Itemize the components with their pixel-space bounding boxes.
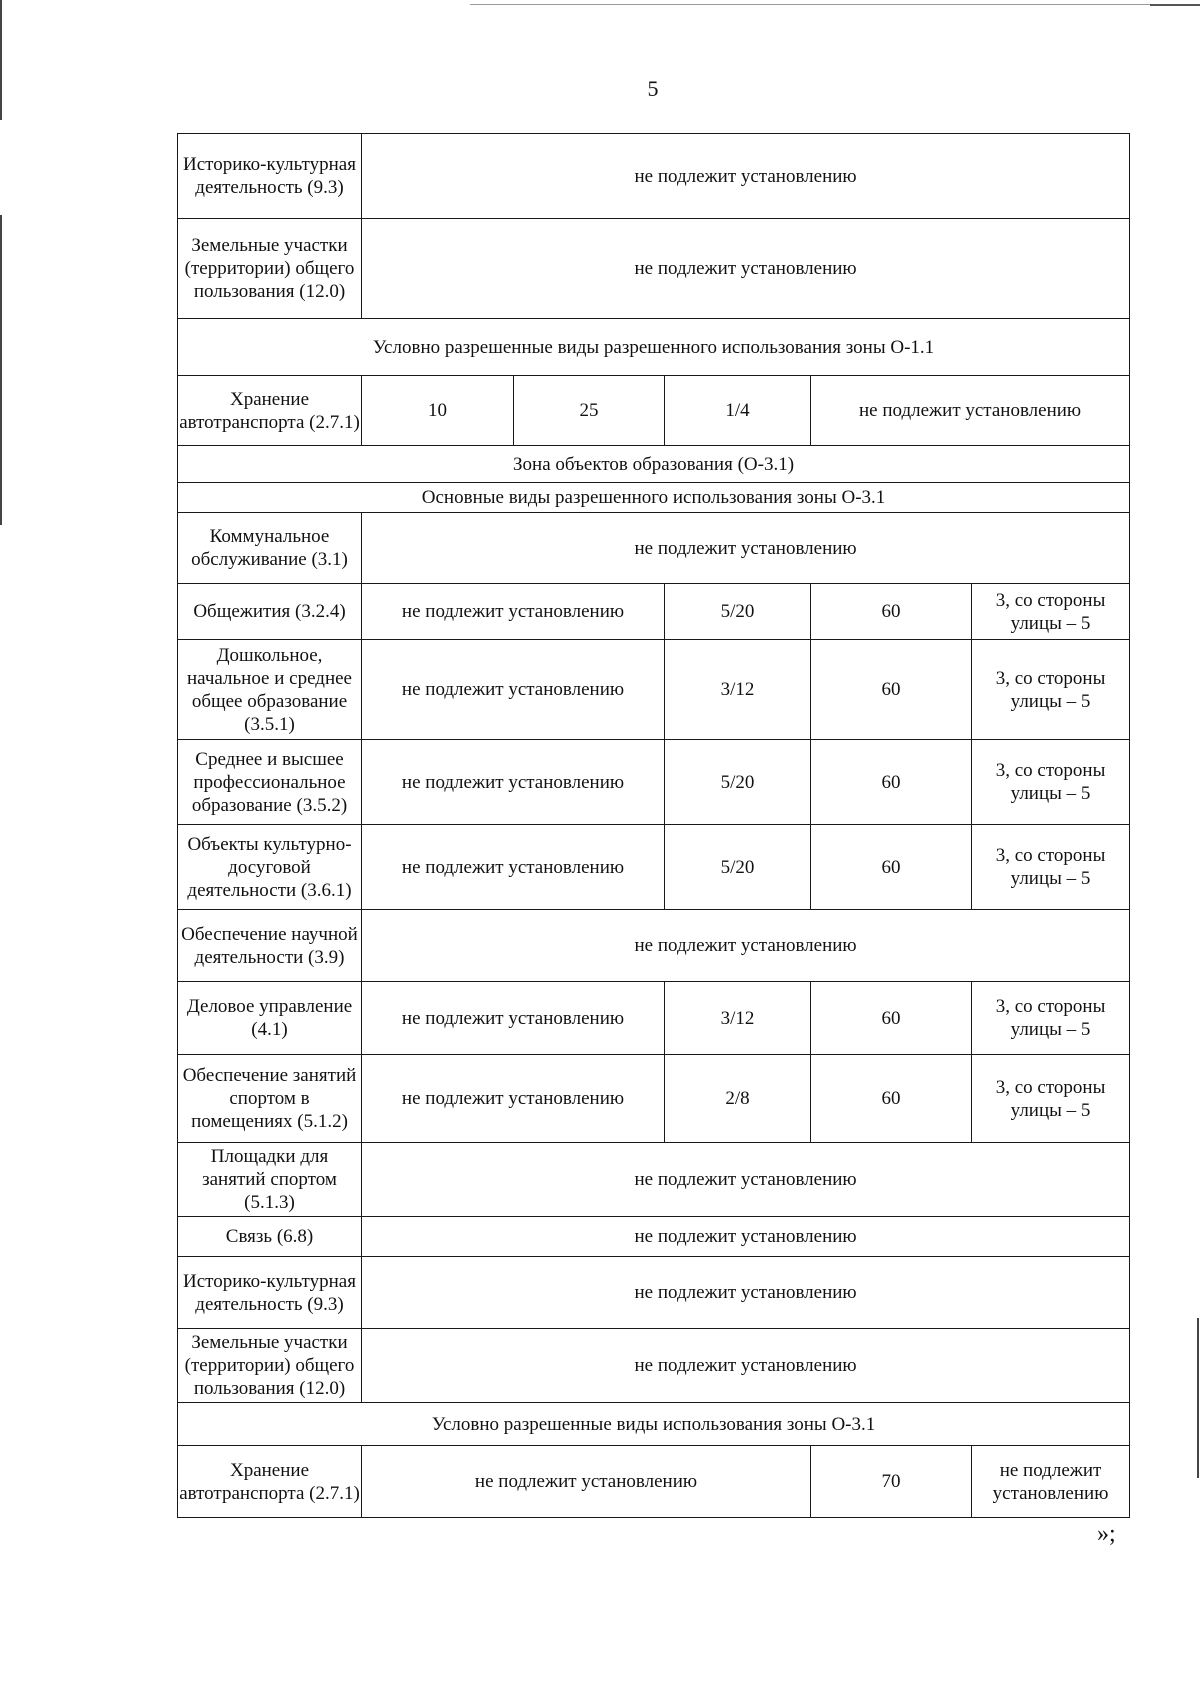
value-cell: не подлежит установлению xyxy=(362,982,665,1055)
value-cell: 5/20 xyxy=(665,584,811,640)
section-heading-row xyxy=(178,446,1130,483)
value-cell: 2/8 xyxy=(665,1055,811,1143)
value-cell: не подлежит установлению xyxy=(362,1055,665,1143)
section-heading: Основные виды разрешенного использования зоны О-3.1 xyxy=(178,483,1130,513)
table-row xyxy=(178,1217,1130,1257)
value-cell: 1/4 xyxy=(665,376,811,446)
use-name-cell: Среднее и высшее профессиональное образование (3.5.2) xyxy=(178,740,362,825)
value-cell: 3/12 xyxy=(665,640,811,740)
value-cell: не подлежит установлению xyxy=(972,1446,1130,1518)
value-cell: 3, со стороны улицы – 5 xyxy=(972,740,1130,825)
value-cell: 3, со стороны улицы – 5 xyxy=(972,584,1130,640)
use-name-cell: Связь (6.8) xyxy=(178,1217,362,1257)
table-row xyxy=(178,982,1130,1055)
value-cell: 60 xyxy=(811,640,972,740)
value-cell: не подлежит установлению xyxy=(362,219,1130,319)
table-row xyxy=(178,1055,1130,1143)
value-cell: не подлежит установлению xyxy=(362,584,665,640)
table-row xyxy=(178,1329,1130,1403)
use-name-cell: Деловое управление (4.1) xyxy=(178,982,362,1055)
left-margin-mark xyxy=(0,215,2,525)
table-row xyxy=(178,910,1130,982)
table-row xyxy=(178,219,1130,319)
table-row xyxy=(178,640,1130,740)
use-name-cell: Земельные участки (территории) общего пользования (12.0) xyxy=(178,1329,362,1403)
closing-quote-mark: »; xyxy=(1097,1521,1116,1547)
value-cell: не подлежит установлению xyxy=(362,740,665,825)
left-margin-mark xyxy=(0,0,2,120)
table-row xyxy=(178,584,1130,640)
zone-heading: Зона объектов образования (О-3.1) xyxy=(178,446,1130,483)
value-cell: не подлежит установлению xyxy=(362,1257,1130,1329)
use-name-cell: Дошкольное, начальное и среднее общее образование (3.5.1) xyxy=(178,640,362,740)
use-name-cell: Объекты культурно-досуговой деятельности (3.6.1) xyxy=(178,825,362,910)
value-cell: не подлежит установлению xyxy=(811,376,1130,446)
value-cell: не подлежит установлению xyxy=(362,1329,1130,1403)
value-cell: 60 xyxy=(811,825,972,910)
use-name-cell: Обеспечение занятий спортом в помещениях (5.1.2) xyxy=(178,1055,362,1143)
value-cell: 3/12 xyxy=(665,982,811,1055)
table-row xyxy=(178,740,1130,825)
value-cell: не подлежит установлению xyxy=(362,910,1130,982)
use-name-cell: Земельные участки (территории) общего пользования (12.0) xyxy=(178,219,362,319)
table-row xyxy=(178,376,1130,446)
section-heading-row xyxy=(178,483,1130,513)
value-cell: не подлежит установлению xyxy=(362,513,1130,584)
section-heading: Условно разрешенные виды использования зоны О-3.1 xyxy=(178,1403,1130,1446)
use-name-cell: Историко-культурная деятельность (9.3) xyxy=(178,134,362,219)
section-heading: Условно разрешенные виды разрешенного использования зоны О-1.1 xyxy=(178,319,1130,376)
table-row xyxy=(178,513,1130,584)
value-cell: не подлежит установлению xyxy=(362,1217,1130,1257)
use-name-cell: Общежития (3.2.4) xyxy=(178,584,362,640)
value-cell: 70 xyxy=(811,1446,972,1518)
value-cell: 10 xyxy=(362,376,514,446)
use-name-cell: Обеспечение научной деятельности (3.9) xyxy=(178,910,362,982)
value-cell: не подлежит установлению xyxy=(362,134,1130,219)
value-cell: 60 xyxy=(811,1055,972,1143)
table-row xyxy=(178,1446,1130,1518)
use-name-cell: Историко-культурная деятельность (9.3) xyxy=(178,1257,362,1329)
use-name-cell: Хранение автотранспорта (2.7.1) xyxy=(178,376,362,446)
value-cell: не подлежит установлению xyxy=(362,1143,1130,1217)
table-row xyxy=(178,1257,1130,1329)
value-cell: 5/20 xyxy=(665,740,811,825)
table-row xyxy=(178,1143,1130,1217)
table-row xyxy=(178,134,1130,219)
section-heading-row xyxy=(178,1403,1130,1446)
page-number: 5 xyxy=(647,76,659,101)
use-name-cell: Площадки для занятий спортом (5.1.3) xyxy=(178,1143,362,1217)
section-heading-row xyxy=(178,319,1130,376)
value-cell: 60 xyxy=(811,740,972,825)
value-cell: 3, со стороны улицы – 5 xyxy=(972,825,1130,910)
value-cell: 5/20 xyxy=(665,825,811,910)
value-cell: не подлежит установлению xyxy=(362,825,665,910)
value-cell: 3, со стороны улицы – 5 xyxy=(972,1055,1130,1143)
value-cell: 60 xyxy=(811,584,972,640)
value-cell: 3, со стороны улицы – 5 xyxy=(972,982,1130,1055)
use-name-cell: Хранение автотранспорта (2.7.1) xyxy=(178,1446,362,1518)
top-scan-rule-dark xyxy=(1150,4,1200,6)
value-cell: 25 xyxy=(514,376,665,446)
right-margin-mark xyxy=(1197,1318,1199,1478)
table-row xyxy=(178,825,1130,910)
value-cell: 3, со стороны улицы – 5 xyxy=(972,640,1130,740)
value-cell: не подлежит установлению xyxy=(362,640,665,740)
zoning-table xyxy=(177,133,1130,1518)
value-cell: 60 xyxy=(811,982,972,1055)
value-cell: не подлежит установлению xyxy=(362,1446,811,1518)
top-scan-rule xyxy=(470,4,1200,5)
use-name-cell: Коммунальное обслуживание (3.1) xyxy=(178,513,362,584)
